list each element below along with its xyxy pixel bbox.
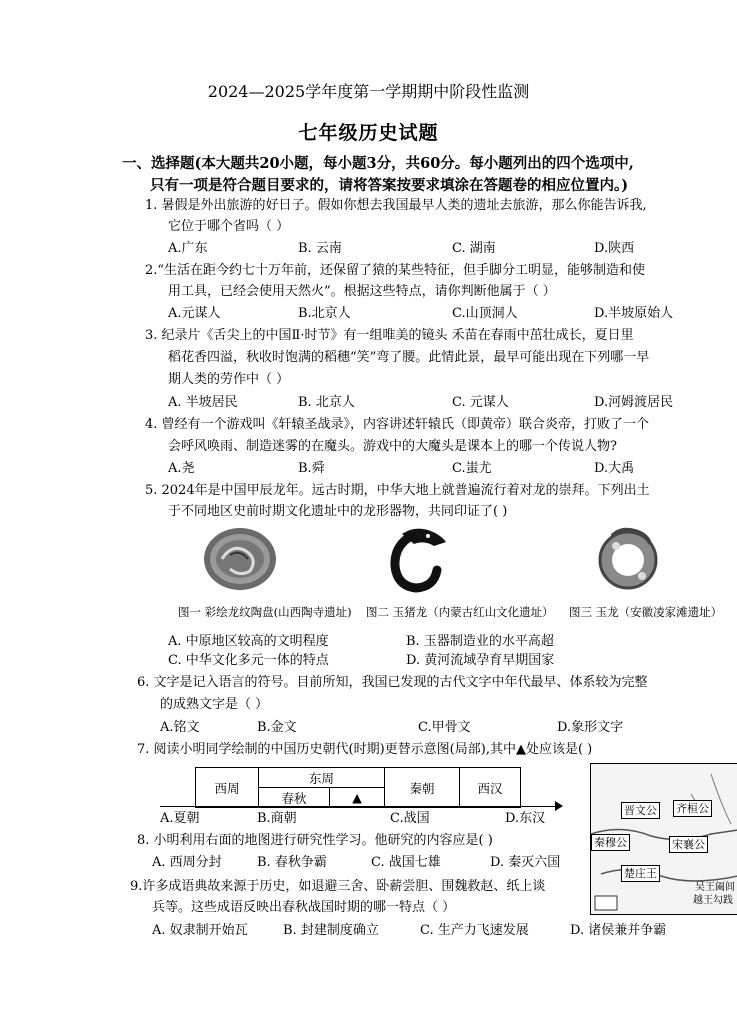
question-4-option-a: A.尧 bbox=[168, 461, 195, 476]
question-7-option-d: D.东汉 bbox=[505, 811, 546, 826]
question-7-option-b: B.商朝 bbox=[257, 811, 297, 826]
question-3-option-d: D.河姆渡居民 bbox=[594, 395, 674, 410]
painted-dragon-plate-image bbox=[200, 525, 280, 593]
timeline-axis bbox=[160, 806, 560, 807]
question-3-option-c: C. 元谋人 bbox=[452, 395, 509, 410]
spring-autumn-hegemons-map bbox=[590, 763, 737, 915]
timeline-qin: 秦朝 bbox=[385, 768, 460, 808]
question-7-option-a: A.夏朝 bbox=[160, 811, 200, 826]
question-6-option-c: C.甲骨文 bbox=[418, 720, 471, 735]
question-3-line1: 3. 纪录片《舌尖上的中国Ⅱ·时节》有一组唯美的镜头 禾苗在春雨中茁壮成长，夏日里 bbox=[145, 328, 634, 343]
map-label-wu-helu: 吴王阖闾 bbox=[695, 882, 735, 893]
question-9-option-a: A. 奴隶制开始瓦 bbox=[152, 923, 248, 938]
question-4-option-b: B.舜 bbox=[298, 461, 325, 476]
question-1-option-b: B. 云南 bbox=[298, 241, 342, 256]
question-5-option-d: D. 黄河流域孕育早期国家 bbox=[406, 653, 555, 668]
question-8-option-b: B. 春秋争霸 bbox=[257, 855, 327, 870]
question-6-line1: 6. 文字是记入语言的符号。目前所知，我国已发现的古代文字中年代最早、体系较为完整 bbox=[137, 675, 648, 690]
question-3-line2: 稻花香四溢，秋收时饱满的稻穗“笑”弯了腰。此情此景，最早可能出现在下列哪一早 bbox=[168, 350, 650, 365]
map-label-qi-huangong: 齐桓公 bbox=[673, 800, 712, 817]
question-3-option-b: B. 北京人 bbox=[298, 395, 355, 410]
question-5-line1: 5. 2024年是中国甲辰龙年。远古时期，中华大地上就普遍流行着对龙的崇拜。下列出土 bbox=[145, 483, 650, 498]
question-1-line2: 它位于哪个省吗（ ） bbox=[168, 219, 290, 234]
question-1-option-d: D.陕西 bbox=[594, 241, 635, 256]
question-8-line1: 8. 小明利用右面的地图进行研究性学习。他研究的内容应是( ) bbox=[137, 833, 493, 848]
question-3-option-a: A. 半坡居民 bbox=[168, 395, 238, 410]
question-4-option-d: D.大禹 bbox=[594, 461, 635, 476]
map-label-song-xianggong: 宋襄公 bbox=[669, 836, 708, 853]
question-5-option-c: C. 中华文化多元一体的特点 bbox=[168, 653, 329, 668]
question-2-option-a: A.元谋人 bbox=[168, 306, 221, 321]
question-5-line2: 于不同地区史前时期文化遗址中的龙形器物，共同印证了( ) bbox=[168, 504, 508, 519]
question-1-line1: 1. 暑假是外出旅游的好日子。假如你想去我国最早人类的遗址去旅游，那么你能告诉我, bbox=[145, 198, 647, 213]
question-7-line1: 7. 阅读小明同学绘制的中国历史朝代(时期)更替示意图(局部),其中▲处应该是( ) bbox=[137, 742, 593, 757]
question-4-option-c: C.蚩尤 bbox=[452, 461, 492, 476]
question-3-line3: 期人类的劳作中（ ） bbox=[168, 372, 290, 387]
timeline-marker: ▲ bbox=[330, 788, 385, 808]
question-9-line2: 兵等。这些成语反映出春秋战国时期的哪一特点（ ） bbox=[152, 900, 456, 915]
map-label-qin-mugong: 秦穆公 bbox=[591, 834, 630, 851]
question-1-option-a: A.广东 bbox=[168, 241, 208, 256]
map-label-jin-wengong: 晋文公 bbox=[621, 802, 660, 819]
question-8-option-a: A. 西周分封 bbox=[152, 855, 222, 870]
question-4-line2: 会呼风唤雨、制造迷雾的在魔头。游戏中的大魔头是课本上的哪一个传说人物? bbox=[168, 439, 617, 454]
question-8-option-c: C. 战国七雄 bbox=[371, 855, 441, 870]
section-heading-line2: 只有一项是符合题目要求的，请将答案按要求填涂在答题卷的相应位置内。) bbox=[150, 177, 629, 194]
question-6-option-b: B.金文 bbox=[257, 720, 297, 735]
question-4-line1: 4. 曾经有一个游戏叫《轩辕圣战录》，内容讲述轩辕氏（即黄帝）联合炎帝，打败了一个 bbox=[145, 417, 650, 432]
question-2-option-d: D.半坡原始人 bbox=[594, 306, 674, 321]
question-7-option-c: C.战国 bbox=[390, 811, 430, 826]
question-2-line1: 2.“生活在距今约七十万年前，还保留了猿的某些特征，但手脚分工明显，能够制造和使 bbox=[145, 263, 646, 278]
map-label-yue-goujian: 越王勾践 bbox=[693, 895, 733, 906]
question-2-line2: 用工具，已经会使用天然火”。根据这些特点，请你判断他属于（ ） bbox=[168, 284, 556, 299]
timeline-east-zhou: 东周 bbox=[259, 768, 385, 788]
dynasty-timeline bbox=[195, 767, 521, 808]
question-5-option-a: A. 中原地区较高的文明程度 bbox=[168, 634, 329, 649]
timeline-chunqiu: 春秋 bbox=[259, 788, 330, 808]
question-6-option-d: D.象形文字 bbox=[557, 720, 624, 735]
jade-pig-dragon-image bbox=[380, 524, 452, 594]
question-6-line2: 的成熟文字是（ ） bbox=[160, 697, 269, 712]
timeline-west-han: 西汉 bbox=[460, 768, 521, 808]
figure-2-caption: 图二 玉猪龙（内蒙古红山文化遗址） bbox=[366, 605, 554, 619]
timeline-arrow-icon bbox=[555, 801, 563, 811]
question-9-option-d: D. 诸侯兼并争霸 bbox=[570, 923, 667, 938]
question-2-option-b: B.北京人 bbox=[298, 306, 351, 321]
jade-dragon-image bbox=[592, 522, 664, 594]
question-9-option-b: B. 封建制度确立 bbox=[283, 923, 379, 938]
question-5-option-b: B. 玉器制造业的水平高超 bbox=[406, 634, 554, 649]
question-9-line1: 9.许多成语典故来源于历史，如退避三舍、卧薪尝胆、围魏救赵、纸上谈 bbox=[130, 879, 546, 894]
question-6-option-a: A.铭文 bbox=[160, 720, 200, 735]
map-label-chu-zhuangwang: 楚庄王 bbox=[621, 865, 660, 882]
question-1-option-c: C. 湖南 bbox=[452, 241, 496, 256]
question-8-option-d: D. 秦灭六国 bbox=[490, 855, 561, 870]
exam-title: 2024—2025学年度第一学期期中阶段性监测 bbox=[207, 82, 530, 101]
question-9-option-c: C. 生产力飞速发展 bbox=[420, 923, 529, 938]
figure-1-caption: 图一 彩绘龙纹陶盘(山西陶寺遗址) bbox=[178, 605, 352, 619]
figure-3-caption: 图三 玉龙（安徽凌家滩遗址） bbox=[569, 605, 723, 619]
section-heading-line1: 一、选择题(本大题共20小题，每小题3分，共60分。每小题列出的四个选项中, bbox=[122, 155, 634, 172]
question-2-option-c: C.山顶洞人 bbox=[452, 306, 518, 321]
timeline-west-zhou: 西周 bbox=[196, 768, 259, 808]
exam-subtitle: 七年级历史试题 bbox=[298, 122, 439, 144]
